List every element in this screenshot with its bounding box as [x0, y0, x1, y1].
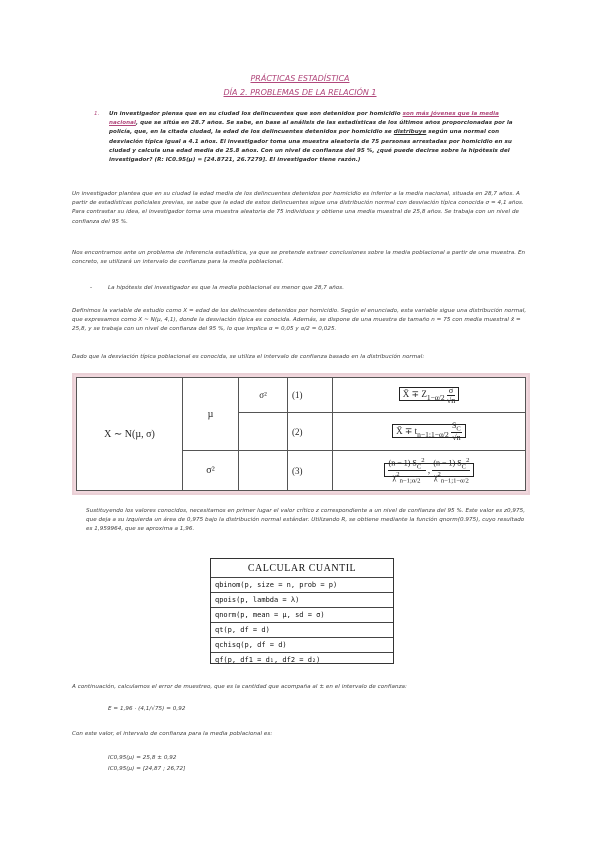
table-param-sigma2: σ² — [183, 451, 239, 491]
problem-text-c: según una normal con desviación típica igual a 4.1 años. El investigador toma una muestra aleatoria de 75 personas arrestadas por homicidio en su ciudad y calcula una edad media de 25.8 años. Con un nivel de confianza del 95 %, ¿qué puede decirse sobre la hipótesis del investigador? (R: IC0.95(µ) = [24.8721, 26.7279]. El investigador tiene razón.) — [109, 129, 512, 164]
code-line: qpois(p, lambda = λ) — [211, 592, 393, 607]
paragraph-error: A continuación, calculamos el error de muestreo, que es la cantidad que acompaña al ± en el intervalo de confianza: — [72, 684, 407, 690]
code-line: qf(p, df1 = d₁, df2 = d₂) — [211, 652, 393, 667]
page-subtitle: DÍA 2. PROBLEMAS DE LA RELACIÓN 1 — [223, 88, 377, 97]
formula-2: X̄ ∓ $t_{n-1;1-\alpha/2}$ $\frac{S_C}{√n}$ — [333, 413, 526, 451]
paragraph-variable: Definimos la variable de estudio como X = edad de los delincuentes detenidos por homicidio. Según el enunciado, esta variable sigue una distribución normal, que expresamos como X ~ N(µ, 4,1), donde la desviación típica es conocida. Además, se dispone de una muestra de tamaño n = 75 con media muestral x̄ = 25,8, y se trabaja con un nivel de confianza del 95 %, lo que implica α = 0,05 y α/2 = 0,025. — [72, 308, 527, 333]
bullet-hypothesis: La hipótesis del investigador es que la media poblacional es menor que 28,7 años. — [108, 285, 345, 291]
problem-text-highlight: son más jóvenes que la media nacional — [109, 111, 499, 127]
problem-text-b: , que se sitúa en 28.7 años. Se sabe, en base al análisis de las estadísticas de los últimos años proporcionadas por la policía, que, en la citada ciudad, la edad de los delincuentes detenidos por homicidio se — [109, 120, 513, 136]
interval-line-1: IC0,95(µ) = 25,8 ± 0,92 — [108, 755, 177, 761]
formula-1: X̄ ∓ $Z_{1-\alpha/2}$ $\frac{\sigma}{√n}$ — [333, 378, 526, 413]
table-known-sigma: σ² — [239, 378, 288, 413]
code-line: qchisq(p, df = d) — [211, 637, 393, 652]
table-distribution: X ∼ N(µ, σ) — [77, 378, 183, 491]
code-line: qnorm(p, mean = µ, sd = σ) — [211, 607, 393, 622]
table-row-3: (3) — [288, 451, 333, 491]
paragraph-critical-value: Sustituyendo los valores conocidos, necesitamos en primer lugar el valor crítico z correspondiente a un nivel de confianza del 95 %. Este valor es z0,975, que deja a su izquierda un área de 0,975 bajo la distribución normal estándar. Utilizando R, se obtiene mediante la función qnorm(0.975), cuyo resultado es 1,959964, que se aproxima a 1,96. — [86, 508, 526, 533]
formula-3: $\frac{(n - 1) S_C^2}{\chi^2_{n-1;\alpha/2}}$ , $\frac{(n - 1) S_C^2}{\chi^2_{n-1;1-\alpha/2}}$ — [333, 451, 526, 491]
code-line: qt(p, df = d) — [211, 622, 393, 637]
paragraph-inference: Nos encontramos ante un problema de inferencia estadística, ya que se pretende extraer conclusiones sobre la media poblacional a partir de una muestra. En concreto, se utilizará un intervalo de confianza para la media poblacional. — [72, 250, 526, 266]
problem-text-a: Un investigador piensa que en su ciudad los delincuentes que son detenidos por homicidio — [109, 111, 403, 117]
confidence-interval-table — [76, 377, 526, 491]
interval-line-2: IC0,95(µ) = [24,87 ; 26,72] — [108, 766, 186, 772]
paragraph-interval: Con este valor, el intervalo de confianza para la media poblacional es: — [72, 731, 273, 737]
table-param-mu: µ — [183, 378, 239, 451]
code-line: qbinom(p, size = n, prob = p) — [211, 577, 393, 592]
problem-number: 1. — [94, 111, 100, 117]
problem-statement — [109, 110, 521, 165]
table-row-1: (1) — [288, 378, 333, 413]
paragraph-intro: Un investigador plantea que en su ciudad la edad media de los delincuentes detenidos por homicidio es inferior a la media nacional, situada en 28,7 años. A partir de estadísticas policiales previas, se sabe que la edad de estos delincuentes sigue una distribución normal con desviación típica conocida σ = 4,1 años. Para contrastar su idea, el investigador toma una muestra aleatoria de 75 individuos y obtiene una media muestral de 25,8 años. Se trabaja con un nivel de confianza del 95 %. — [72, 191, 524, 225]
equation-error: E = 1,96 · (4,1/√75) = 0,92 — [108, 706, 186, 712]
bullet-dash: - — [90, 285, 93, 291]
problem-text-dist: distribuye — [393, 129, 427, 136]
table-row-2: (2) — [288, 413, 333, 451]
table-empty-cell — [239, 413, 288, 451]
r-quantile-functions-box — [210, 558, 394, 664]
paragraph-method: Dado que la desviación típica poblacional es conocida, se utiliza el intervalo de confianza basado en la distribución normal: — [72, 354, 425, 360]
code-header: CALCULAR CUANTIL — [247, 563, 357, 574]
page-title: PRÁCTICAS ESTADÍSTICA — [250, 74, 350, 83]
table-empty-cell — [239, 451, 288, 491]
